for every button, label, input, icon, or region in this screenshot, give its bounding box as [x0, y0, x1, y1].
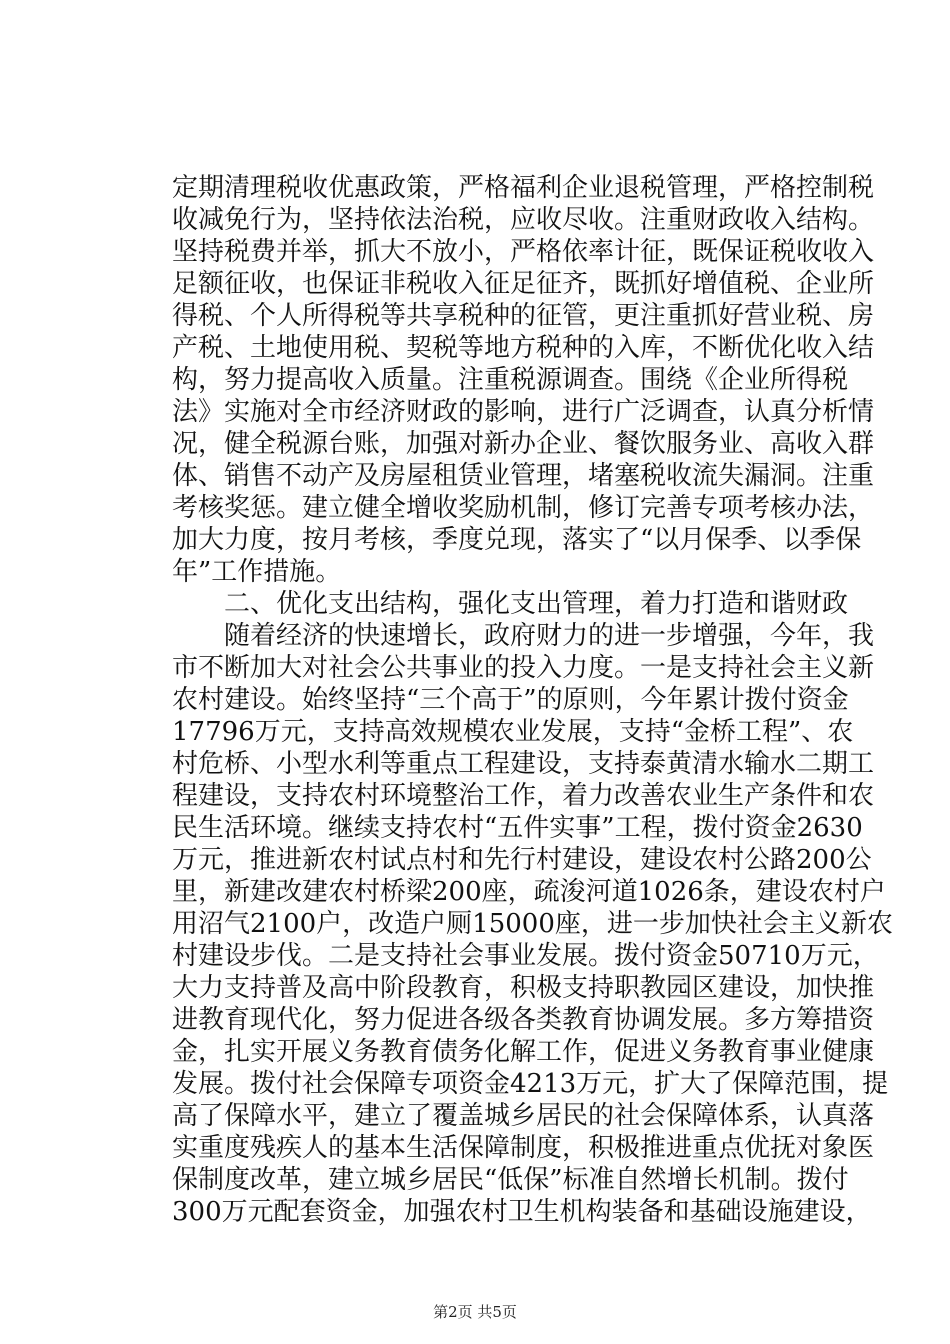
text-line: 法》实施对全市经济财政的影响，进行广泛调查，认真分析情 [172, 397, 875, 427]
text-line: 进教育现代化，努力促进各级各类教育协调发展。多方筹措资 [172, 1005, 875, 1035]
text-line: 体、销售不动产及房屋租赁业管理，堵塞税收流失漏洞。注重 [172, 461, 875, 491]
document-body [172, 172, 893, 1228]
text-line: 程建设，支持农村环境整治工作，着力改善农业生产条件和农 [172, 781, 875, 811]
text-line: 大力支持普及高中阶段教育，积极支持职教园区建设，加快推 [172, 973, 875, 1003]
text-line: 随着经济的快速增长，政府财力的进一步增强，今年，我 [224, 621, 875, 651]
text-line: 市不断加大对社会公共事业的投入力度。一是支持社会主义新 [172, 653, 875, 683]
text-line: 产税、土地使用税、契税等地方税种的入库，不断优化收入结 [172, 333, 875, 363]
paragraph-2 [172, 620, 893, 1228]
text-line: 收减免行为，坚持依法治税，应收尽收。注重财政收入结构。 [172, 205, 875, 235]
paragraph-1 [172, 172, 875, 588]
text-line: 加大力度，按月考核，季度兑现，落实了“以月保季、以季保 [172, 525, 862, 555]
text-line: 用沼气2100户，改造户厕15000座，进一步加快社会主义新农 [172, 909, 893, 939]
text-line: 村建设步伐。二是支持社会事业发展。拨付资金50710万元， [172, 941, 879, 971]
text-line: 得税、个人所得税等共享税种的征管，更注重抓好营业税、房 [172, 301, 875, 331]
text-line: 足额征收，也保证非税收入征足征齐，既抓好增值税、企业所 [172, 269, 875, 299]
text-line: 构，努力提高收入质量。注重税源调查。围绕《企业所得税 [172, 365, 849, 395]
text-line: 村危桥、小型水利等重点工程建设，支持泰黄清水输水二期工 [172, 749, 875, 779]
text-line: 高了保障水平，建立了覆盖城乡居民的社会保障体系，认真落 [172, 1101, 875, 1131]
text-line: 保制度改革，建立城乡居民“低保”标准自然增长机制。拨付 [172, 1165, 849, 1195]
text-line: 定期清理税收优惠政策，严格福利企业退税管理，严格控制税 [172, 173, 875, 203]
section-heading: 二、优化支出结构，强化支出管理，着力打造和谐财政 [224, 589, 849, 619]
text-line: 考核奖惩。建立健全增收奖励机制，修订完善专项考核办法， [172, 493, 875, 523]
text-line: 坚持税费并举，抓大不放小，严格依率计征，既保证税收收入 [172, 237, 875, 267]
text-line: 发展。拨付社会保障专项资金4213万元，扩大了保障范围，提 [172, 1069, 889, 1099]
text-line: 300万元配套资金，加强农村卫生机构装备和基础设施建设， [172, 1197, 872, 1227]
text-line: 农村建设。始终坚持“三个高于”的原则，今年累计拨付资金 [172, 685, 849, 715]
text-line: 17796万元，支持高效规模农业发展，支持“金桥工程”、农 [172, 717, 854, 747]
page-footer: 第2页 共5页 [433, 1303, 517, 1321]
text-line: 里，新建改建农村桥梁200座，疏浚河道1026条，建设农村户 [172, 877, 886, 907]
text-line: 万元，推进新农村试点村和先行村建设，建设农村公路200公 [172, 845, 872, 875]
text-line: 民生活环境。继续支持农村“五件实事”工程，拨付资金2630 [172, 813, 863, 843]
text-line: 年”工作措施。 [172, 557, 342, 587]
text-line: 金，扎实开展义务教育债务化解工作，促进义务教育事业健康 [172, 1037, 875, 1067]
text-line: 况，健全税源台账，加强对新办企业、餐饮服务业、高收入群 [172, 429, 875, 459]
text-line: 实重度残疾人的基本生活保障制度，积极推进重点优抚对象医 [172, 1133, 875, 1163]
